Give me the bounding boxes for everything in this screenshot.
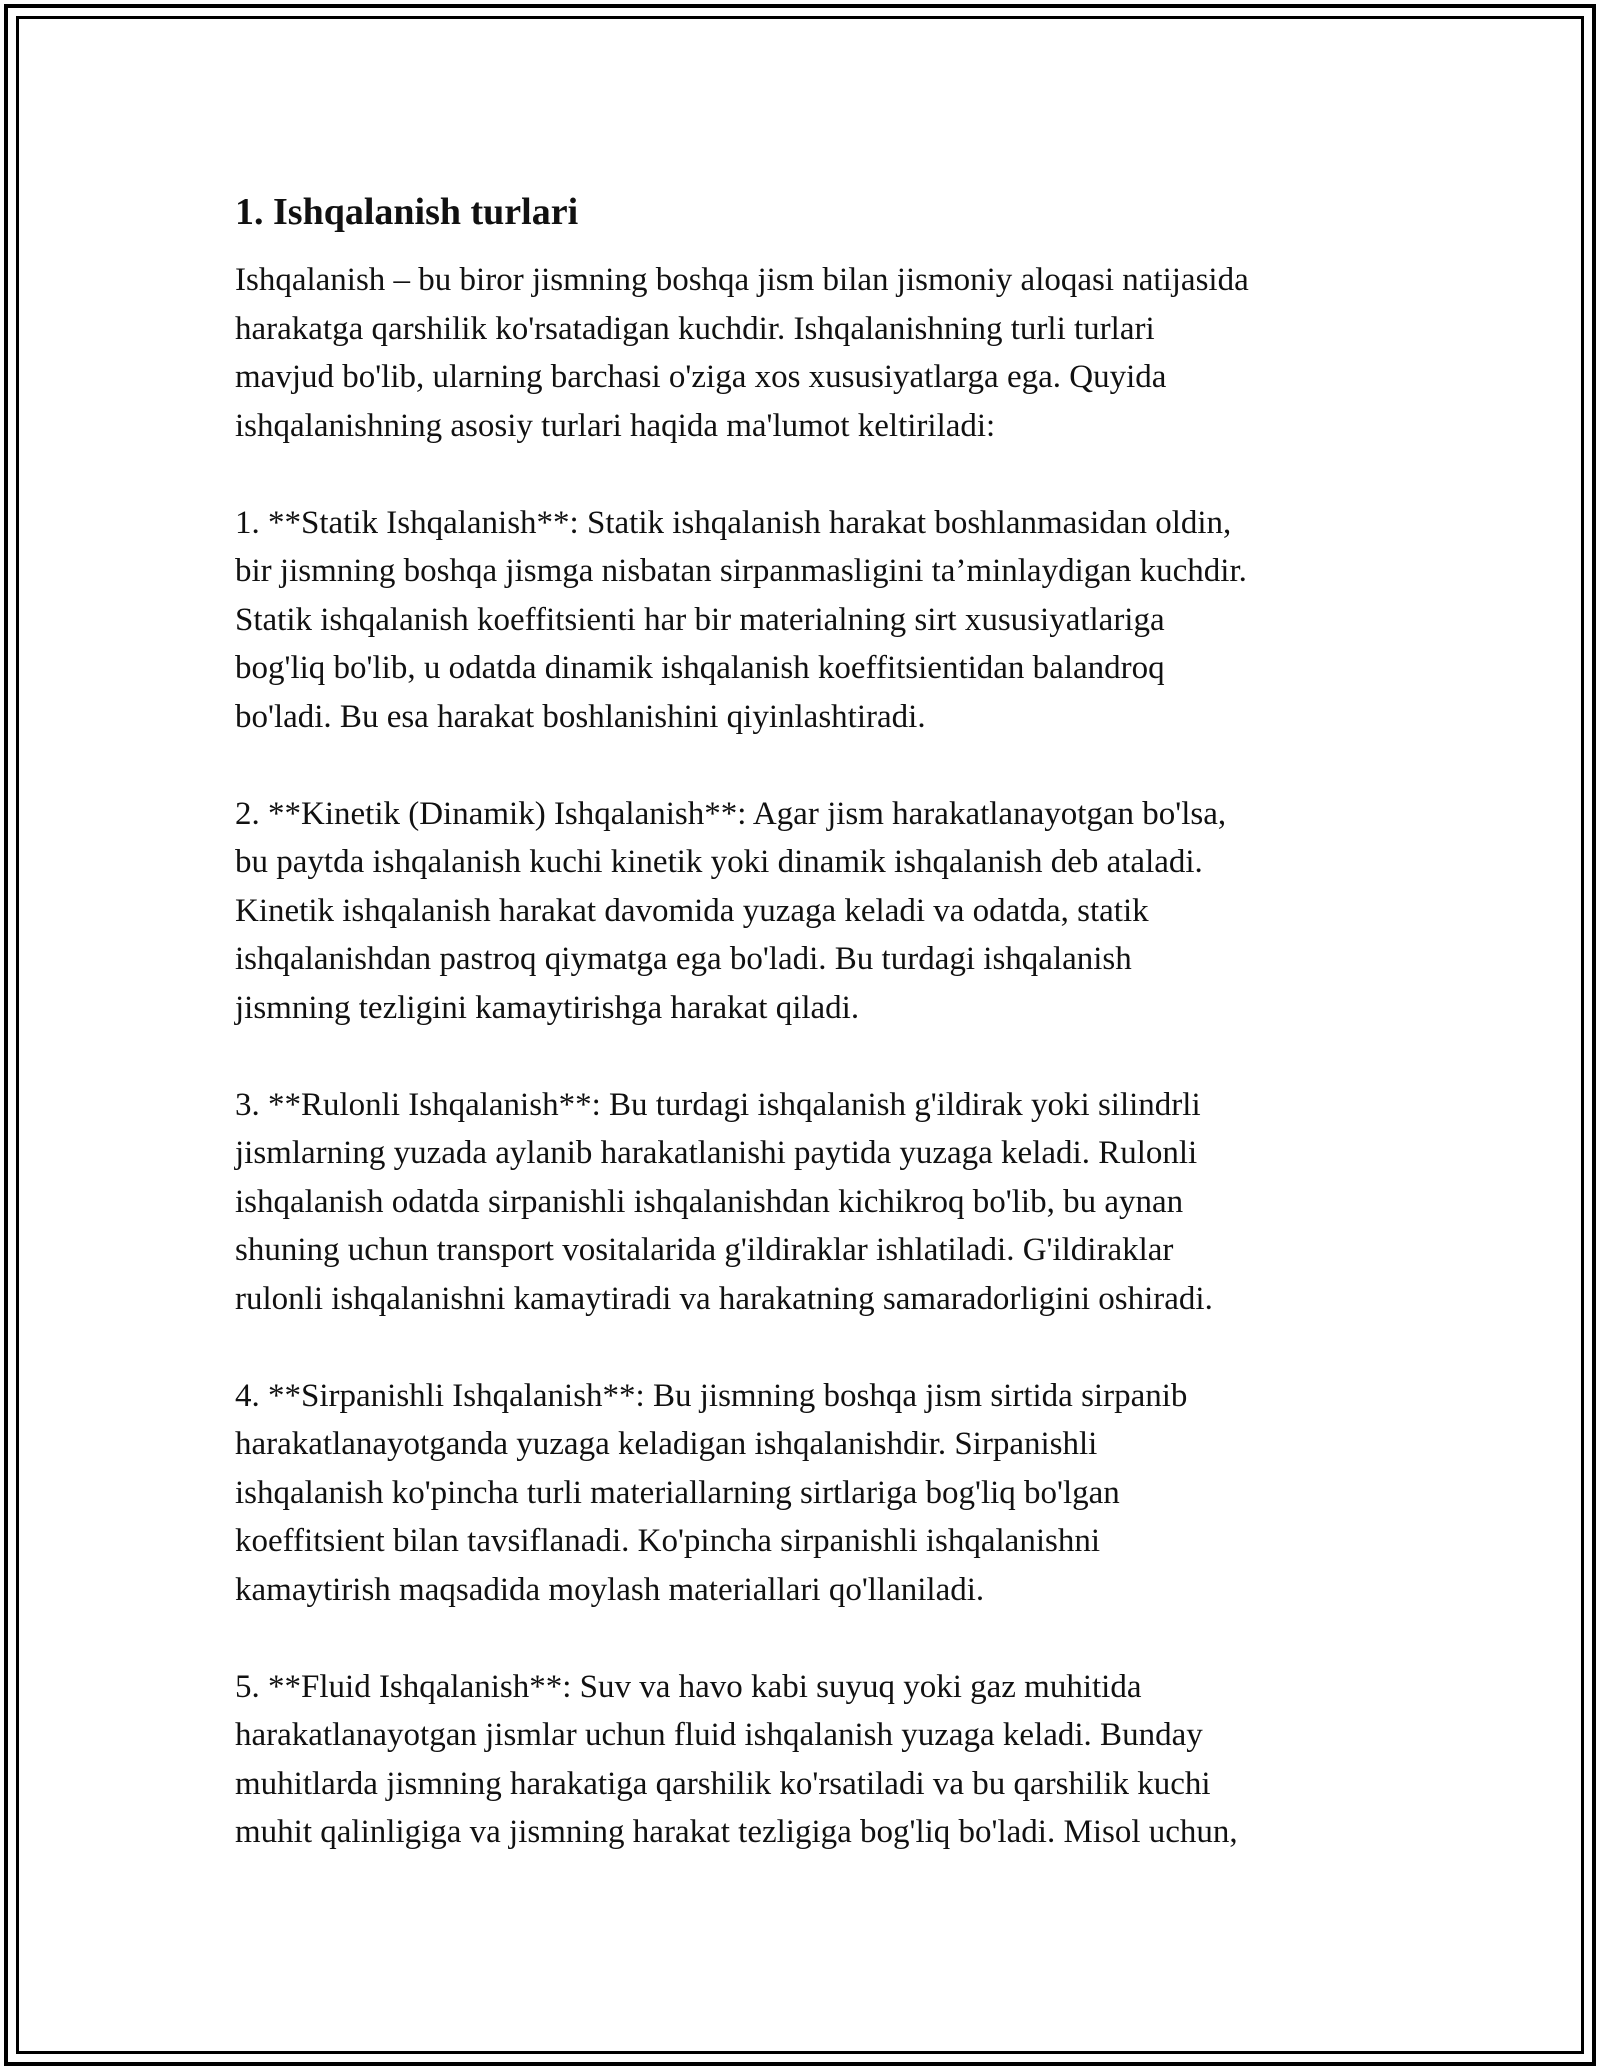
paragraph-line: 1. **Statik Ishqalanish**: Statik ishqalanish harakat boshlanmasidan oldin, (235, 504, 1232, 541)
paragraph-line: muhitlarda jismning harakatiga qarshilik ko'rsatiladi va bu qarshilik kuchi (235, 1765, 1211, 1802)
paragraph-gap (235, 1614, 1415, 1663)
paragraph-line: 2. **Kinetik (Dinamik) Ishqalanish**: Agar jism harakatlanayotgan bo'lsa, (235, 795, 1227, 832)
paragraph-gap (235, 1323, 1415, 1372)
paragraph-line: 5. **Fluid Ishqalanish**: Suv va havo kabi suyuq yoki gaz muhitida (235, 1668, 1142, 1705)
paragraph-line: jismning tezligini kamaytirishga harakat qiladi. (235, 989, 860, 1026)
paragraph-line: harakatga qarshilik ko'rsatadigan kuchdir. Ishqalanishning turli turlari (235, 310, 1155, 347)
paragraph-gap (235, 450, 1415, 499)
paragraph-line: mavjud bo'lib, ularning barchasi o'ziga xos xususiyatlarga ega. Quyida (235, 359, 1167, 395)
paragraph-line: bog'liq bo'lib, u odatda dinamik ishqalanish koeffitsientidan balandroq (235, 650, 1165, 686)
paragraph-line: muhit qalinligiga va jismning harakat tezligiga bog'liq bo'ladi. Misol uchun, (235, 1814, 1238, 1850)
paragraph-line: ishqalanish ko'pincha turli materiallarning sirtlariga bog'liq bo'lgan (235, 1474, 1120, 1511)
paragraph-line: 4. **Sirpanishli Ishqalanish**: Bu jismning boshqa jism sirtida sirpanib (235, 1377, 1188, 1414)
paragraph (235, 790, 1415, 1033)
paragraph-line: harakatlanayotgan jismlar uchun fluid ishqalanish yuzaga keladi. Bunday (235, 1717, 1203, 1753)
paragraph-line: Ishqalanish – bu biror jismning boshqa jism bilan jismoniy aloqasi natijasida (235, 262, 1249, 298)
paragraph-line: bu paytda ishqalanish kuchi kinetik yoki dinamik ishqalanish deb ataladi. (235, 844, 1203, 880)
paragraph (235, 1081, 1415, 1324)
paragraph-line: ishqalanishdan pastroq qiymatga ega bo'ladi. Bu turdagi ishqalanish (235, 941, 1132, 977)
paragraph-line: kamaytirish maqsadida moylash materiallari qo'llaniladi. (235, 1571, 985, 1608)
paragraph-line: Kinetik ishqalanish harakat davomida yuzaga keladi va odatda, statik (235, 892, 1149, 929)
section-heading: 1. Ishqalanish turlari (235, 191, 579, 233)
paragraph-line: ishqalanish odatda sirpanishli ishqalanishdan kichikroq bo'lib, bu aynan (235, 1183, 1184, 1220)
paragraph (235, 256, 1415, 450)
paragraph-line: rulonli ishqalanishni kamaytiradi va harakatning samaradorligini oshiradi. (235, 1280, 1213, 1317)
paragraph-line: bo'ladi. Bu esa harakat boshlanishini qiyinlashtiradi. (235, 698, 926, 735)
paragraph-line: harakatlanayotganda yuzaga keladigan ishqalanishdir. Sirpanishli (235, 1426, 1098, 1462)
paragraph-line: shuning uchun transport vositalarida g'ildiraklar ishlatiladi. G'ildiraklar (235, 1232, 1174, 1268)
paragraph-gap (235, 741, 1415, 790)
document-body (235, 188, 1415, 1857)
paragraph-line: 3. **Rulonli Ishqalanish**: Bu turdagi ishqalanish g'ildirak yoki silindrli (235, 1086, 1201, 1123)
paragraph-line: koeffitsient bilan tavsiflanadi. Ko'pincha sirpanishli ishqalanishni (235, 1523, 1101, 1559)
paragraph-line: Statik ishqalanish koeffitsienti har bir materialning sirt xususiyatlariga (235, 601, 1165, 638)
paragraph (235, 1372, 1415, 1615)
paragraph-line: jismlarning yuzada aylanib harakatlanishi paytida yuzaga keladi. Rulonli (235, 1135, 1198, 1171)
paragraph-line: ishqalanishning asosiy turlari haqida ma'lumot keltiriladi: (235, 407, 996, 444)
paragraph-line: bir jismning boshqa jismga nisbatan sirpanmasligini ta’minlaydigan kuchdir. (235, 553, 1247, 589)
paragraph-gap (235, 1032, 1415, 1081)
paragraph (235, 499, 1415, 742)
paragraph (235, 1663, 1415, 1857)
paragraph-list (235, 256, 1415, 1857)
